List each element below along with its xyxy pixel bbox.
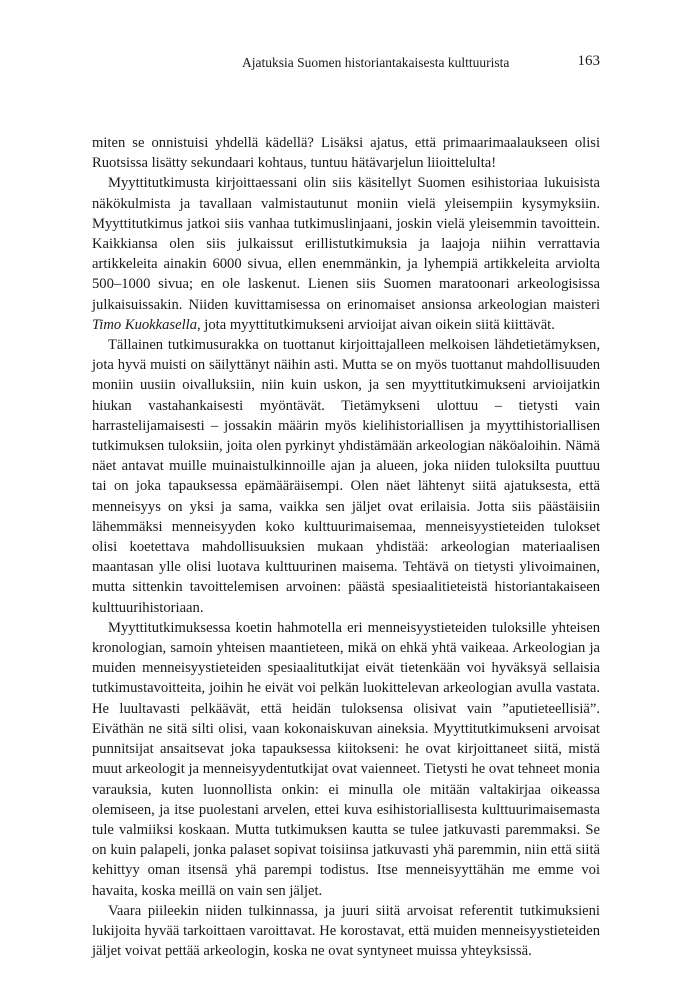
paragraph-1: miten se onnistuisi yhdellä kädellä? Lisäksi ajatus, että primaarimaalaukseen olisi Ruotsissa lisätty sekundaari kohtaus, tuntuu hätävarjelun liioittelulta! (92, 135, 600, 172)
page-number: 163 (577, 53, 600, 69)
running-title: Ajatuksia Suomen historiantakaisesta kulttuurista (242, 55, 510, 70)
paragraph-2 (92, 173, 600, 335)
paragraph-2-italic-name: Timo Kuokkasella (92, 316, 197, 333)
paragraph-3: Tällainen tutkimusurakka on tuottanut kirjoittajalleen melkoisen lähdetietämyksen, jota hyvä muisti on säilyttänyt näihin asti. Mutta se on myös tuottanut mahdollisuuden moniin uusiin oivalluksiin, niin kuin uskon, ja sen myyttitutkimukseni arvioijatkin hiukan vastahankaisesti myöntävät. Tietämykseni ulottuu – tietysti vain harrastelijamaisesti – jossakin määrin myös kielihistoriallisen ja myyttihistoriallisen tutkimuksen tuloksiin, joita olen pyrkinyt yhdistämään arkeologian näköaloihin. Nämä näet antavat muille muinaistulkinnoille ajan ja alueen, joka niiden tuloksilta puuttuu tai on joka tapauksessa epämääräisempi. Olen näet lähtenyt siitä ajatuksesta, että menneisyys on yksi ja sama, vaikka sen jäljet ovat erilaisia. Jotta siis päästäisiin lähemmäksi menneisyyden koko kulttuurimaisemaa, menneisyystieteiden tulokset olisi koetettava mahdollisuuksien mukaan yhdistää: arkeologian materiaalisen maantasan ylle olisi luotava kulttuurinen maisema. Tehtävä on tietysti ylivoimainen, mutta sittenkin tavoittelemisen arvoinen: päästä spesiaalitieteistä historiantakaiseen kulttuurihistoriaan. (92, 337, 600, 616)
body-text (92, 133, 600, 961)
running-head (92, 55, 600, 77)
paragraph-2-text-end: , jota myyttitutkimukseni arvioijat aivan oikein siitä kiittävät. (197, 316, 555, 333)
paragraph-2-text-start: Myyttitutkimusta kirjoittaessani olin siis käsitellyt Suomen esihistoriaa lukuisista näkökulmista ja tavallaan valmistautunut moniin vielä yleisempiin kysymyksiin. Myyttitutkimus jatkoi siis vanhaa tutkimuslinjaani, joskin vielä yleisemmin tavoittein. Kaikkiansa olen siis julkaissut erillistutkimuksia ja laajoja niihin verrattavia artikkeleita ainakin 6000 sivua, ellen enemmänkin, ja lyhempiä artikkeleita arviolta 500–1000 sivua; en ole laskenut. Lienen siis Suomen maratoonari arkeologisissa julkaisuissakin. Niiden kuvittamisessa on erinomaiset ansionsa arkeologian maisteri (92, 175, 600, 313)
paragraph-4: Myyttitutkimuksessa koetin hahmotella eri menneisyystieteiden tuloksille yhteisen kronologian, samoin yhteisen maantieteen, mikä on ehkä yhtä vaikeaa. Arkeologian ja muiden menneisyystieteiden spesiaalitutkijat eivät tietenkään voi hyväksyä sellaisia tutkimustavoitteita, joihin he eivät voi pelkän luokittelevan arkeologian avulla vastata. He luultavasti pelkäävät, että heidän tuloksensa olisivat vain ”aputieteellisiä”. Eiväthän ne sitä silti olisi, vaan kokonaiskuvan aineksia. Myyttitutkimukseni arvoisat punnitsijat ansaitsevat joka tapauksessa kiitokseni: he ovat kirjoittaneet siitä, mistä muut arkeologit ja menneisyydentutkijat ovat vaienneet. Tietysti he ovat tehneet monia varauksia, kuten luonnollista onkin: ei minulla ole mitään valtakirjaa oikeassa olemiseen, ja itse puolestani arvelen, ettei kuva esihistoriallisesta kulttuurimaisemasta tule valmiiksi koskaan. Mutta tutkimuksen kautta se tulee jatkuvasti paremmaksi. Se on kuin palapeli, jonka palaset sopivat toisiinsa jatkuvasti yhä paremmin, niin että siitä kehittyy oman itsensä yhä parempi todistus. Itse menneisyyttähän me emme voi havaita, koska meillä on vain sen jäljet. (92, 619, 600, 899)
paragraph-5: Vaara piileekin niiden tulkinnassa, ja juuri siitä arvoisat referentit tutkimuksieni lukijoita hyvää tarkoittaen varoittavat. He korostavat, että muiden menneisyystieteiden jäljet voivat pettää arkeologin, koska ne ovat syntyneet muissa yhteyksissä. (92, 902, 600, 960)
